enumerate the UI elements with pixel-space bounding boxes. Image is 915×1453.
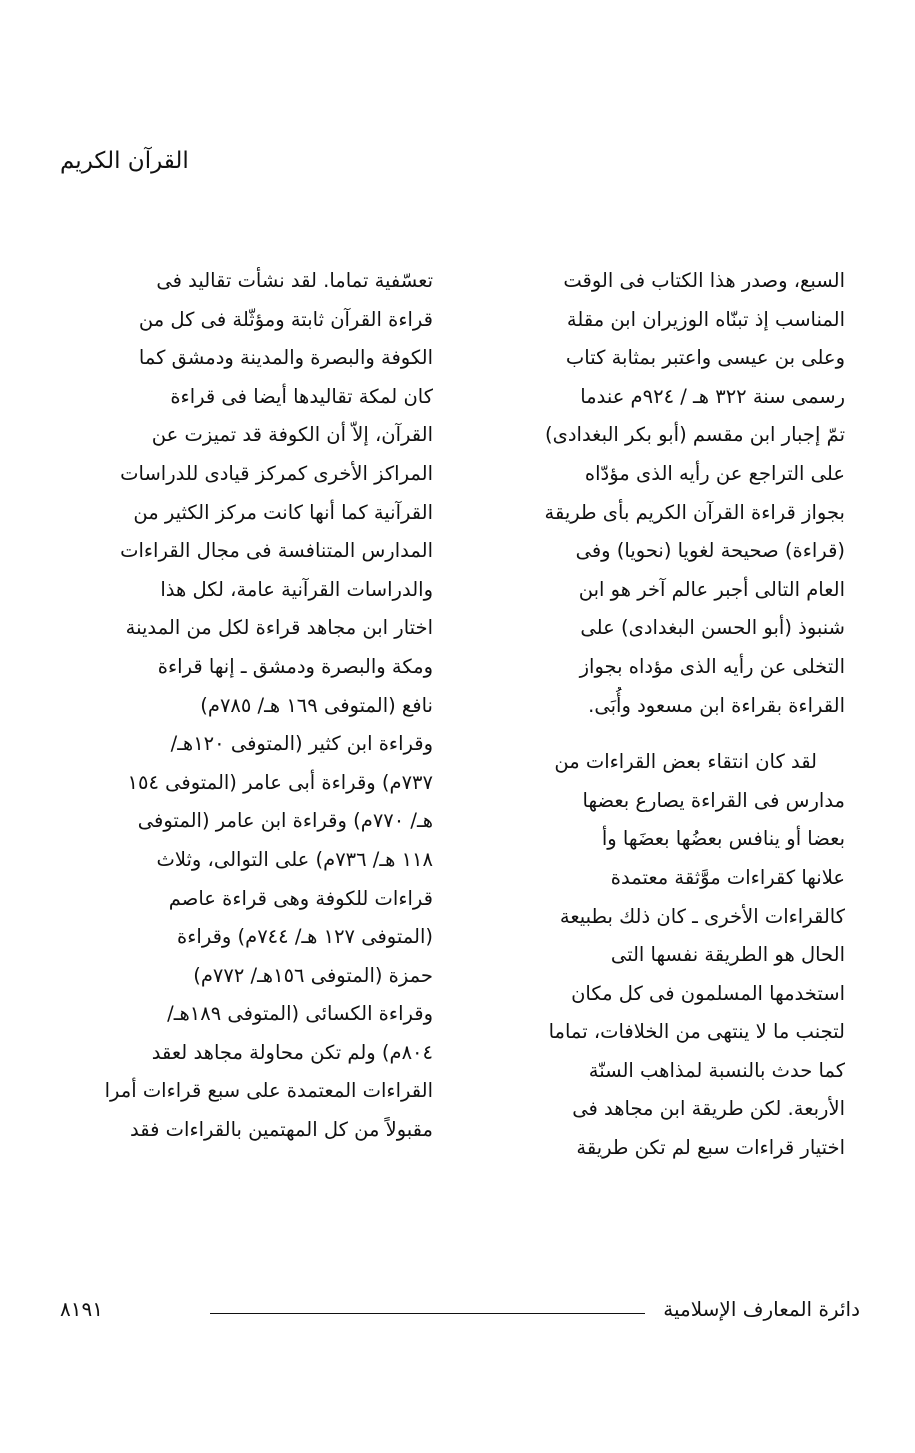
text-line: اختيار قراءات سبع لم تكن طريقة: [576, 1136, 845, 1160]
text-line: القرآنية كما أنها كانت مركز الكثير من: [133, 500, 433, 524]
text-line: كان لمكة تقاليدها أيضا فى قراءة: [170, 384, 433, 408]
text-line: وعلى بن عيسى واعتبر بمثابة كتاب: [565, 346, 845, 370]
text-line: ١١٨ هـ/ ٧٣٦م) على التوالى، وثلاث: [156, 847, 433, 871]
text-line: شنبوذ (أبو الحسن البغدادى) على: [580, 616, 845, 640]
text-line: وقراءة الكسائى (المتوفى ١٨٩هـ/: [167, 1002, 433, 1026]
left-column: [58, 262, 433, 1150]
text-line: المراكز الأخرى كمركز قيادى للدراسات: [120, 461, 433, 485]
text-line: لتجنب ما لا ينتهى من الخلافات، تماما: [548, 1020, 845, 1044]
text-line: اختار ابن مجاهد قراءة لكل من المدينة: [125, 616, 433, 640]
text-line: والدراسات القرآنية عامة، لكل هذا: [160, 577, 433, 601]
footer-rule: [210, 1313, 645, 1314]
page-footer: [60, 1297, 860, 1327]
text-line: ٨٠٤م) ولم تكن محاولة مجاهد لعقد: [151, 1040, 433, 1064]
text-line: كالقراءات الأخرى ـ كان ذلك بطبيعة: [559, 904, 845, 928]
running-head: القرآن الكريم: [60, 148, 189, 174]
text-line: المدارس المتنافسة فى مجال القراءات: [120, 539, 433, 563]
text-line: (المتوفى ١٢٧ هـ/ ٧٤٤م) وقراءة: [177, 925, 433, 949]
text-line: التخلى عن رأيه الذى مؤداه بجواز: [579, 654, 845, 678]
text-line: على التراجع عن رأيه الذى مؤدّاه: [584, 461, 845, 485]
text-line: ومكة والبصرة ودمشق ـ إنها قراءة: [157, 654, 433, 678]
text-line: الحال هو الطريقة نفسها التى: [610, 943, 845, 967]
text-line: العام التالى أجبر عالم آخر هو ابن: [578, 577, 845, 601]
right-column-paragraph-1: [470, 262, 845, 725]
text-line: القرآن، إلاّ أن الكوفة قد تميزت عن: [151, 423, 433, 447]
text-line: علانها كقراءات موَّثقة معتمدة: [610, 865, 845, 889]
text-line: وقراءة ابن كثير (المتوفى ١٢٠هـ/: [170, 732, 433, 756]
right-column: [470, 262, 845, 1168]
page-number: ٨١٩١: [60, 1297, 103, 1321]
right-column-paragraph-2: [470, 743, 845, 1168]
text-line: استخدمها المسلمون فى كل مكان: [571, 981, 845, 1005]
text-line: قراءات للكوفة وهى قراءة عاصم: [168, 886, 433, 910]
text-line: مقبولاً من كل المهتمين بالقراءات فقد: [130, 1118, 433, 1142]
text-line: بجواز قراءة القرآن الكريم بأى طريقة: [544, 500, 845, 524]
text-line: القراءات المعتمدة على سبع قراءات أمرا: [104, 1079, 433, 1103]
text-line: حمزة (المتوفى ١٥٦هـ/ ٧٧٢م): [193, 963, 433, 987]
text-line: نافع (المتوفى ١٦٩ هـ/ ٧٨٥م): [200, 693, 433, 717]
text-line: مدارس فى القراءة يصارع بعضها: [582, 788, 845, 812]
paragraph-gap: [470, 725, 845, 743]
text-line: كما حدث بالنسبة لمذاهب السنّة: [588, 1058, 845, 1082]
text-line: تعسّفية تماما. لقد نشأت تقاليد فى: [156, 269, 433, 292]
text-line: بعضا أو ينافس بعضُها بعضَها وأ: [601, 827, 845, 851]
text-line: (قراءة) صحيحة لغويا (نحويا) وفى: [575, 539, 845, 563]
text-line: المناسب إذ تبنّاه الوزيران ابن مقلة: [566, 307, 845, 331]
text-line: لقد كان انتقاء بعض القراءات من: [554, 750, 817, 774]
encyclopedia-title: دائرة المعارف الإسلامية: [663, 1297, 860, 1321]
left-column-text: [58, 262, 433, 1150]
text-line: السبع، وصدر هذا الكتاب فى الوقت: [563, 269, 845, 292]
text-line: ٧٣٧م) وقراءة أبى عامر (المتوفى ١٥٤: [127, 770, 433, 794]
text-line: تمّ إجبار ابن مقسم (أبو بكر البغدادى): [544, 423, 845, 447]
text-line: رسمى سنة ٣٢٢ هـ / ٩٢٤م عندما: [580, 384, 845, 408]
text-line: الأربعة. لكن طريقة ابن مجاهد فى: [572, 1097, 845, 1121]
text-line: الكوفة والبصرة والمدينة ودمشق كما: [138, 346, 433, 370]
text-line: القراءة بقراءة ابن مسعود وأُبَى.: [588, 693, 845, 717]
text-line: هـ/ ٧٧٠م) وقراءة ابن عامر (المتوفى: [137, 809, 433, 833]
text-line: قراءة القرآن ثابتة ومؤثّلة فى كل من: [138, 307, 433, 331]
